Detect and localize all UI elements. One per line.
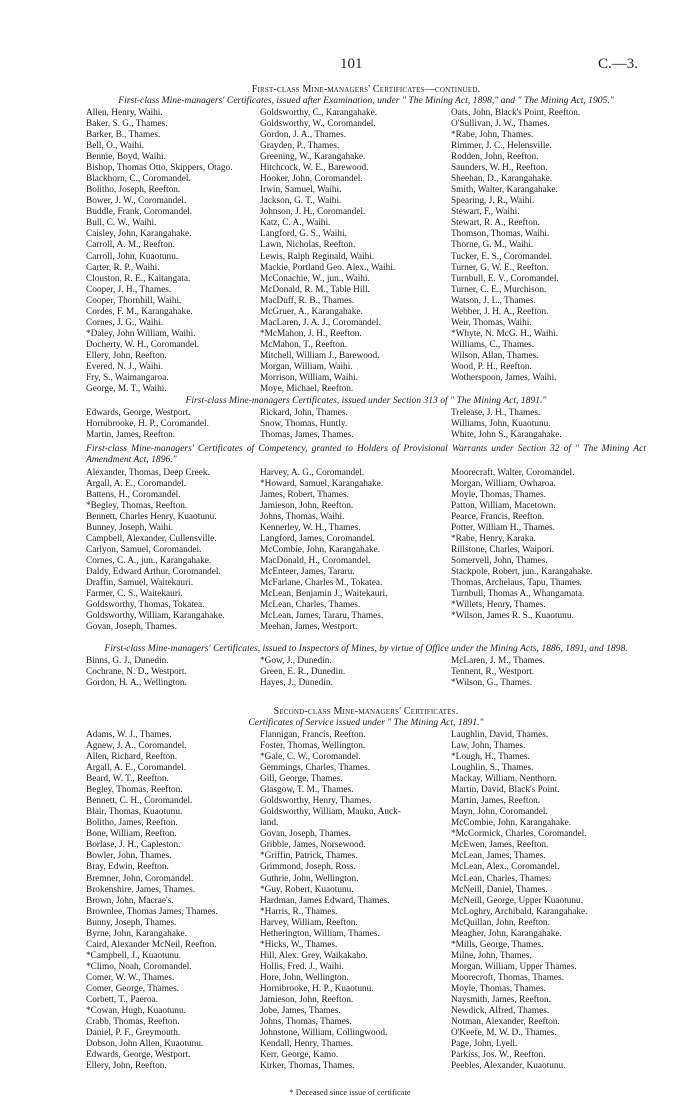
list-item: Caisley, John, Karangahake.	[86, 229, 192, 240]
list-item: Brokenshire, James, Thames.	[86, 884, 196, 895]
list-item: Notman, Alexander, Reefton.	[451, 1016, 560, 1027]
list-item: Thomas, Archelaus, Tapu, Thames.	[451, 577, 582, 588]
list-item: Dobson, John Allen, Kuaotunu.	[86, 1038, 204, 1049]
list-item: Katz, C. A., Waihi.	[260, 218, 331, 229]
list-item: Somervell, John, Thames.	[451, 555, 548, 566]
list-item: Morrison, William, Waihi.	[260, 372, 358, 383]
list-item: Patton, William, Macetown.	[451, 500, 556, 511]
list-item: Jamieson, John, Reefton.	[260, 994, 354, 1005]
list-item: O'Keefe, M. W. D., Thames.	[451, 1027, 557, 1038]
list-item: Williams, John, Kuaotunu.	[451, 419, 551, 430]
list-item: Cochrane, N. D., Westport.	[86, 667, 187, 678]
list-item	[451, 384, 646, 395]
list-item: Glasgow, T. M., Thames.	[260, 785, 354, 796]
list-item: Hardman, James Edward, Thames.	[260, 895, 390, 906]
list-item: McCombie, John, Karangahake.	[260, 544, 381, 555]
list-item: Turner, G. W. E., Reefton.	[451, 262, 549, 273]
section-first-class-examination	[86, 84, 646, 395]
column-3	[451, 656, 646, 689]
name-columns	[86, 108, 646, 394]
list-item: Grimmond, Joseph, Ross.	[260, 862, 356, 873]
list-item: *Guy, Robert, Kuaotunu.	[260, 884, 354, 895]
list-item: Edwards, George, Westport.	[86, 408, 191, 419]
list-item: Mackay, William, Nenthorn.	[451, 774, 557, 785]
list-item: Johns, Thomas, Thames.	[260, 1016, 352, 1027]
section-subtitle: Certificates of Service issued under " The Mining Act, 1891."	[248, 717, 484, 728]
section-subtitle: First-class Mine-managers' Certificates of Competency, granted to Holders of Provisional Warrants under Section 32 of " The Mining Act Amendment Act, 1896."	[86, 443, 646, 466]
list-item: *Wilson, G., Thames.	[451, 678, 533, 689]
list-item: Cornes, J. G., Waihi.	[86, 317, 164, 328]
list-item: Daniel, P. F., Greymouth.	[86, 1027, 181, 1038]
column-2	[260, 408, 451, 441]
column-1	[86, 656, 260, 689]
list-item: Martin, James, Reefton.	[86, 430, 176, 441]
list-item: Campbell, Alexander, Cullensville.	[86, 533, 217, 544]
list-item: Lewis, Ralph Reginald, Waihi.	[260, 251, 375, 262]
list-item: *Lough, H., Thames.	[451, 752, 530, 763]
column-1	[86, 730, 260, 1071]
column-3	[451, 730, 646, 1071]
list-item: Fry, S., Waimangaroa.	[86, 372, 169, 383]
list-item: Bray, Edwin, Reefton.	[86, 862, 169, 873]
list-item: Naysmith, James, Reefton.	[451, 994, 551, 1005]
column-1	[86, 408, 260, 441]
list-item: Kerr, George, Kamo.	[260, 1049, 339, 1060]
list-item: Hornibrooke, H. P., Kuaotunu.	[260, 983, 374, 994]
list-item: Webber, J. H. A., Reefton.	[451, 306, 549, 317]
list-item: Johns, Thomas, Waihi.	[260, 511, 345, 522]
name-columns	[86, 468, 646, 633]
column-3	[451, 108, 646, 394]
list-item: Stewart, R. A., Reefton.	[451, 218, 540, 229]
list-item: Hayes, J., Dunedin.	[260, 678, 333, 689]
list-item: *Howard, Samuel, Karangahake.	[260, 478, 384, 489]
list-item: McConachie, W., jun., Waihi.	[260, 273, 370, 284]
list-item: James, Robert, Thames.	[260, 489, 349, 500]
list-item: Begley, Thomas, Reefton.	[86, 785, 183, 796]
list-item: Goldsworthy, Thomas, Tokatea.	[86, 599, 205, 610]
list-item: Bone, William, Reefton.	[86, 829, 177, 840]
list-item: Bull, C. W., Waihi.	[86, 218, 157, 229]
list-item: Meehan, James, Westport.	[260, 621, 358, 632]
column-2	[260, 730, 451, 1071]
list-item: Corbett, T., Paeroa.	[86, 994, 158, 1005]
list-item: Battens, H., Coromandel.	[86, 489, 181, 500]
list-item: Turnbull, Thomas A., Whangamata.	[451, 588, 585, 599]
list-item: Kendall, Henry, Thames.	[260, 1038, 353, 1049]
list-item: Milne, John, Thames.	[451, 950, 532, 961]
list-item: McFarlane, Charles M., Tokatea.	[260, 577, 383, 588]
list-item: Argall, A. E., Coromandel.	[86, 478, 187, 489]
list-item: Potter, William H., Thames.	[451, 522, 556, 533]
list-item: White, John S., Karangahake.	[451, 430, 562, 441]
column-2	[260, 656, 451, 689]
list-item: Bower, J. W., Coromandel.	[86, 196, 187, 207]
list-item: Johnstone, William, Collingwood.	[260, 1027, 388, 1038]
list-item: *Rabe, Henry, Karaka.	[451, 533, 536, 544]
list-item: Stackpole, Robert, jun., Karangahake.	[451, 566, 593, 577]
list-item: McDonald, R. M., Table Hill.	[260, 284, 370, 295]
list-item: Morgan, William, Upper Thames.	[451, 961, 577, 972]
list-item: Edwards, George, Westport.	[86, 1049, 191, 1060]
list-item: Goldsworthy, W., Coromandel.	[260, 119, 376, 130]
list-item: Clouston, R. E., Kaitangata.	[86, 273, 191, 284]
list-item: Byrne, John, Karangahake.	[86, 928, 187, 939]
list-item: Green, E. R., Dunedin.	[260, 667, 346, 678]
list-item: Gordon, H. A., Wellington.	[86, 678, 187, 689]
list-item: Martin, James, Reefton.	[451, 796, 541, 807]
list-item: Bolitho, James, Reefton.	[86, 818, 178, 829]
list-item: Pearce, Francis, Reefton.	[451, 511, 545, 522]
section-first-class-section-313	[86, 395, 646, 441]
list-item: Loughlin, S., Thames.	[451, 763, 534, 774]
list-item: *Wilson, James R. S., Kuaotunu.	[451, 610, 574, 621]
list-item: Argall, A. E., Coromandel.	[86, 763, 187, 774]
list-item: Gemmings, Charles, Thames.	[260, 763, 371, 774]
list-item: Comer, George, Thames.	[86, 983, 180, 994]
list-item: Stewart, F., Waihi.	[451, 207, 520, 218]
column-2	[260, 468, 451, 633]
list-item: MacLaren, J. A. J., Coromandel.	[260, 317, 381, 328]
list-item: Brownlee, Thomas James, Thames.	[86, 906, 218, 917]
section-title-text: Second-class Mine-managers' Certificates.	[273, 706, 459, 717]
list-item: *Daley, John William, Waihi.	[86, 328, 196, 339]
column-3	[451, 468, 646, 633]
list-item: Baker, S. G., Thames.	[86, 119, 168, 130]
sheet-reference: C.—3.	[598, 56, 639, 72]
list-item: Wotherspoon, James, Waihi.	[451, 372, 557, 383]
list-item: Bell, O., Waihi.	[86, 141, 144, 152]
list-item: Morgan, William, Waihi.	[260, 361, 353, 372]
list-item: Caird, Alexander McNeil, Reefton.	[86, 939, 217, 950]
list-item: Evered, N. J., Waihi.	[86, 361, 164, 372]
list-item: McLean, Benjamin J., Waitekauri.	[260, 588, 388, 599]
list-item: McLaren, J. M., Thames.	[451, 656, 545, 667]
list-item: McLean, Charles, Thames.	[260, 599, 361, 610]
list-item: Turner, C. E., Murchison.	[451, 284, 547, 295]
list-item: Bishop, Thomas Otto, Skippers, Otago.	[86, 163, 233, 174]
list-item: Blackhorn, C., Coromandel.	[86, 174, 191, 185]
list-item: Bunny, Joseph, Thames.	[86, 917, 177, 928]
list-item: Goldsworthy, William, Mauku, Auck-	[260, 807, 401, 818]
list-item: Cooper, Thornhill, Waihi.	[86, 295, 182, 306]
section-title	[86, 706, 646, 717]
list-item: Carter, R. P., Waihi.	[86, 262, 160, 273]
list-item: Ellery, John, Reefton.	[86, 1060, 167, 1071]
list-item: McEnteer, James, Tararu.	[260, 566, 355, 577]
list-item: Williams, C., Thames.	[451, 339, 535, 350]
list-item: Moyle, Thomas, Thames.	[451, 983, 546, 994]
list-item: Parkiss, Jos. W., Reefton.	[451, 1049, 546, 1060]
list-item: Goldsworthy, C., Karangahake.	[260, 108, 378, 119]
list-item: Trelease, J. H., Thames.	[451, 408, 541, 419]
list-item: Spearing, J. R., Waihi.	[451, 196, 535, 207]
list-item: Rimmer, J. C., Helensville.	[451, 141, 552, 152]
list-item: McLean, James, Tararu, Thames.	[260, 610, 384, 621]
list-item: Brown, John, Macrae's.	[86, 895, 174, 906]
column-3	[451, 408, 646, 441]
list-item: Jackson, G. T., Waihi.	[260, 196, 342, 207]
list-item: *Cowan, Hugh, Kuaotunu.	[86, 1005, 186, 1016]
list-item: Kirker, Thomas, Thames.	[260, 1060, 355, 1071]
list-item: Alexander, Thomas, Deep Creek.	[86, 467, 210, 478]
list-item: Thomas, James, Thames.	[260, 430, 354, 441]
list-item: Weir, Thomas, Waihi.	[451, 317, 532, 328]
list-item: Bennie, Boyd, Waihi.	[86, 152, 166, 163]
list-item: Gordon, J. A., Thames.	[260, 130, 347, 141]
list-item: Thorne, G. M., Waihi.	[451, 240, 534, 251]
list-item: Hitchcock, W. E., Barewood.	[260, 163, 369, 174]
list-item: Morgan, William, Owharoa.	[451, 478, 556, 489]
list-item: Gribble, James, Norsewood.	[260, 840, 366, 851]
list-item: Meagher, John, Karangahake.	[451, 928, 562, 939]
list-item: Newdick, Alfred, Thames.	[451, 1005, 550, 1016]
list-item: Martin, David, Black's Point.	[451, 785, 560, 796]
list-item: Sheehan, D., Karangahake.	[451, 174, 553, 185]
list-item: Law, John, Thames.	[451, 741, 526, 752]
list-item: Allen, Richard, Reefton.	[86, 752, 178, 763]
list-item: Ellery, John, Reefton.	[86, 350, 167, 361]
name-columns	[86, 408, 646, 441]
list-item: Thomson, Thomas, Waihi.	[451, 229, 550, 240]
list-item: Blair, Thomas, Kuaotunu.	[86, 807, 183, 818]
list-item: Goldsworthy, William, Karangahake.	[86, 610, 225, 621]
list-item: Moorecroft, Thomas, Thames.	[451, 972, 565, 983]
list-item: Buddle, Frank, Coromandel.	[86, 207, 193, 218]
list-item: McLoghry, Archibald, Karangahake.	[451, 906, 588, 917]
section-title-text: First-class Mine-managers' Certificates—continued.	[251, 84, 481, 95]
list-item: Guthrie, John, Wellington.	[260, 873, 359, 884]
list-item: McEwen, James, Reefton.	[451, 840, 549, 851]
column-1	[86, 468, 260, 633]
list-item: Snow, Thomas, Huntly.	[260, 419, 348, 430]
list-item: Wood, P. H., Reefton.	[451, 361, 532, 372]
list-item: *Griffin, Patrick, Thames.	[260, 851, 358, 862]
list-item: Hornibrooke, H. P., Coromandel.	[86, 419, 209, 430]
list-item: Adams, W. J., Thames.	[86, 730, 172, 741]
section-first-class-competency	[86, 443, 646, 633]
list-item: Oats, John, Black's Point, Reefton.	[451, 108, 581, 119]
list-item: *Gale, C. W., Coromandel.	[260, 752, 361, 763]
section-subtitle: First-class Mine-managers Certificates, issued under Section 313 of " The Mining Act, 1891."	[185, 395, 547, 406]
list-item: Wilson, Allan, Thames.	[451, 350, 539, 361]
list-item: Hetherington, William, Thames.	[260, 928, 380, 939]
list-item: Bolitho, Joseph, Reefton.	[86, 185, 181, 196]
list-item: McCombie, John, Karangahake.	[451, 818, 572, 829]
list-item: McQuillan, John, Reefton.	[451, 917, 550, 928]
list-item: *Gow, J., Dunedin.	[260, 656, 332, 667]
list-item: Lawn, Nicholas, Reefton.	[260, 240, 356, 251]
list-item: Bowler, John, Thames.	[86, 851, 172, 862]
list-item: Mitchell, William J., Barewood.	[260, 350, 380, 361]
list-item: McLean, Charles, Thames.	[451, 873, 552, 884]
list-item: McNeill, Daniel, Thames.	[451, 884, 548, 895]
list-item: Barker, B., Thames.	[86, 130, 161, 141]
list-item: Docherty, W. H., Coromandel.	[86, 339, 200, 350]
list-item: Langford, G. S., Waihi.	[260, 229, 347, 240]
list-item: Daldy, Edward Arthur, Coromandel.	[86, 566, 221, 577]
list-item: *Begley, Thomas, Reefton.	[86, 500, 188, 511]
list-item: Carlyon, Samuel, Coromandel.	[86, 544, 202, 555]
section-second-class	[86, 706, 646, 1072]
list-item: Harvey, William, Reefton.	[260, 917, 358, 928]
list-item: *Willets, Henry, Thames.	[451, 599, 546, 610]
page-header	[0, 56, 700, 74]
list-item: Bennett, Charles Henry, Kuaotunu.	[86, 511, 217, 522]
list-item: Crabb, Thomas, Reefton.	[86, 1016, 180, 1027]
section-first-class-inspectors	[86, 643, 646, 689]
list-item: O'Sullivan, J. W., Thames.	[451, 119, 550, 130]
list-item: Smith, Walter, Karangahake.	[451, 185, 558, 196]
section-title	[86, 84, 646, 95]
list-item: Borlase, J. H., Capleston.	[86, 840, 181, 851]
section-subtitle: First-class Mine-managers' Certificates, issued after Examination, under " The Mining Act, 1898," and " The Mining Act, 1905."	[118, 95, 614, 106]
list-item: Kennerley, W. H., Thames.	[260, 522, 361, 533]
list-item: Grayden, P., Thames.	[260, 141, 340, 152]
list-item: Jobe, James, Thames.	[260, 1005, 341, 1016]
column-1	[86, 108, 260, 394]
list-item: *McMahon, J. H., Reefton.	[260, 328, 362, 339]
list-item: Comer, W. W., Thames.	[86, 972, 175, 983]
list-item: Foster, Thomas, Wellington.	[260, 741, 366, 752]
list-item: McMahon, T., Reefton.	[260, 339, 347, 350]
list-item: Tucker, E. S., Coromandel.	[451, 251, 553, 262]
list-item: Bunney, Joseph, Waihi.	[86, 522, 174, 533]
list-item: Binns, G. J., Dunedin.	[86, 656, 169, 667]
list-item: Goldsworthy, Henry, Thames.	[260, 796, 372, 807]
list-item: Page, John, Lyell.	[451, 1038, 518, 1049]
list-item: *Whyte, N. McG. H., Waihi.	[451, 328, 559, 339]
list-item: Moyle, Thomas, Thames.	[451, 489, 546, 500]
list-item: Tennent, R., Westport.	[451, 667, 535, 678]
list-item: Hore, John, Wellington.	[260, 972, 349, 983]
list-item: *Hicks, W., Thames.	[260, 939, 338, 950]
list-item: Rickard, John, Thames.	[260, 408, 348, 419]
list-item: McNeill, George, Upper Kuaotunu.	[451, 895, 584, 906]
list-item: Johnson, J. H., Coromandel.	[260, 207, 366, 218]
list-item: Farmer, C. S., Waitekauri.	[86, 588, 183, 599]
list-item: Rillstone, Charles, Waipori.	[451, 544, 555, 555]
list-item: Peebles, Alexander, Kuaotunu.	[451, 1060, 566, 1071]
list-item: land.	[260, 818, 279, 829]
list-item: Bremner, John, Coromandel.	[86, 873, 194, 884]
list-item: Irwin, Samuel, Waihi.	[260, 185, 342, 196]
list-item: Hill, Alex. Grey, Waikakaho.	[260, 950, 368, 961]
list-item: Hollis, Fred. J., Waihi.	[260, 961, 344, 972]
list-item: Harvey, A. G., Coromandel.	[260, 467, 365, 478]
list-item: Moye, Michael, Reefton.	[260, 383, 354, 394]
list-item: Rodden, John, Reefton.	[451, 152, 539, 163]
list-item: Gill, George, Thames.	[260, 774, 343, 785]
list-item: McLean, Alex., Coromandel.	[451, 862, 560, 873]
list-item: Carroll, John, Kuaotunu.	[86, 251, 179, 262]
list-item: Allen, Henry, Waihi.	[86, 108, 163, 119]
list-item: *Climo, Noah, Coromandel.	[86, 961, 192, 972]
list-item: Cordes, F. M., Karangahake.	[86, 306, 193, 317]
list-item: *Mills, George, Thames.	[451, 939, 544, 950]
list-item: Cooper, J. H., Thames.	[86, 284, 172, 295]
list-item	[451, 622, 646, 633]
footnote: * Deceased since issue of certificate	[289, 1088, 411, 1097]
list-item: Watson, J. L., Thames.	[451, 295, 536, 306]
list-item: Govan, Joseph, Thames.	[86, 621, 177, 632]
list-item: *Campbell, J., Kuaotunu.	[86, 950, 182, 961]
name-columns	[86, 730, 646, 1071]
list-item: Hooker, John, Coromandel.	[260, 174, 363, 185]
list-item: McLean, James, Thames.	[451, 851, 546, 862]
list-item: Moorecraft, Walter, Coromandel.	[451, 467, 575, 478]
list-item: *Harris, R., Thames.	[260, 906, 338, 917]
list-item: Bennett, C. H., Coromandel.	[86, 796, 193, 807]
list-item: Laughlin, David, Thames.	[451, 730, 549, 741]
list-item: Jamieson, John, Reefton.	[260, 500, 354, 511]
name-columns	[86, 656, 646, 689]
list-item: Langford, James, Coromandel.	[260, 533, 375, 544]
list-item: McGruer, A., Karangahake.	[260, 306, 363, 317]
list-item: *McCormick, Charles, Coromandel.	[451, 829, 587, 840]
list-item: Turnbull, E. V., Coromandel.	[451, 273, 559, 284]
list-item: Saunders, W. H., Reefton.	[451, 163, 548, 174]
list-item: *Rabe, John, Thames.	[451, 130, 534, 141]
list-item: George, M. T., Waihi.	[86, 383, 167, 394]
list-item: Mackie, Portland Geo. Alex., Waihi.	[260, 262, 396, 273]
page-number: 101	[340, 56, 363, 72]
list-item: Draffin, Samuel, Waitekauri.	[86, 577, 194, 588]
list-item: Carroll, A. M., Reefton.	[86, 240, 175, 251]
list-item: Cornes, C. A., jun., Karangahake.	[86, 555, 212, 566]
column-2	[260, 108, 451, 394]
list-item: Agnew, J. A., Coromandel.	[86, 741, 187, 752]
list-item: Flannigan, Francis, Reefton.	[260, 730, 366, 741]
list-item: Mayn, John, Coromandel.	[451, 807, 548, 818]
list-item: MacDuff, R. B., Thames.	[260, 295, 355, 306]
section-subtitle: First-class Mine-managers' Certificates, issued to Inspectors of Mines, by virtue of Office under the Mining Acts, 1886, 1891, and 1898.	[104, 643, 628, 654]
list-item: MacDonald, H., Coromandel.	[260, 555, 371, 566]
list-item: Govan, Joseph, Thames.	[260, 829, 351, 840]
list-item: Beard, W. T., Reefton.	[86, 774, 169, 785]
list-item: Greening, W., Karangahake.	[260, 152, 366, 163]
